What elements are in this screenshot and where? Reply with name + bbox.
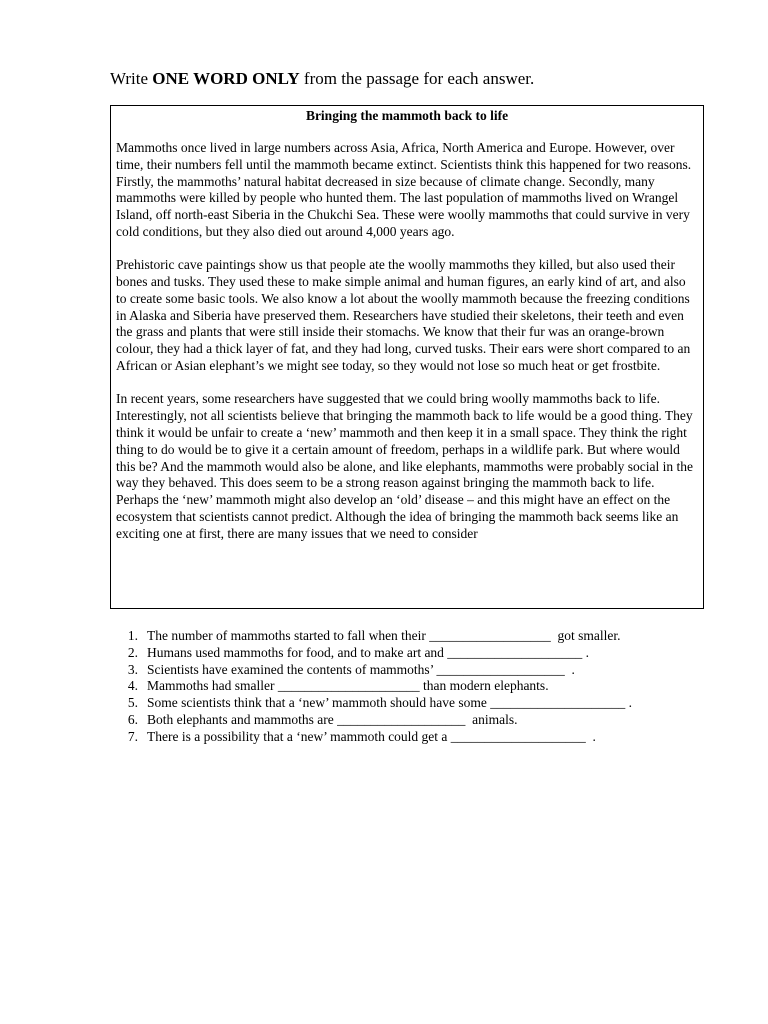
passage-paragraph-2: Prehistoric cave paintings show us that people ate the woolly mammoths they killed, but also used their bones and tusks. They used these to make simple animal and human figures, an early kind of art, and also to create some basic tools. We also know a lot about the woolly mammoth because the freezing conditions in Alaska and Siberia have preserved them. Researchers have studied their skeletons, their teeth and even the grass and plants that were still inside their stomachs. We know that their fur was an orange-brown colour, they had a thick layer of fat, and they had long, curved tusks. Their ears were short compared to an African or Asian elephant’s we might see today, so they would not lose so much heat or get frostbite.	[116, 257, 691, 374]
question-number: 2.	[127, 644, 138, 660]
instruction-suffix: from the passage for each answer.	[299, 69, 535, 88]
question-item-6	[110, 712, 720, 729]
question-number: 4.	[127, 678, 138, 694]
question-text: Mammoths had smaller _____________________ than modern elephants.	[147, 678, 549, 694]
question-text: Humans used mammoths for food, and to make art and ____________________ .	[147, 644, 590, 660]
passage-paragraph-3: In recent years, some researchers have suggested that we could bring woolly mammoths back to life. Interestingly, not all scientists believe that bringing the mammoth back to life would be a good thing. They think it would be unfair to create a ‘new’ mammoth and then keep it in a small space. They think the right thing to do would be to give it a certain amount of freedom, perhaps in a wildlife park. But where would this be? And the mammoth would also be alone, and like elephants, mammoths were probably social in the way they behaved. This does seem to be a strong reason against bringing the mammoth back to life. Perhaps the ‘new’ mammoth might also develop an ‘old’ disease – and this might have an effect on the ecosystem that scientists cannot predict. Although the idea of bringing the mammoth back seems like an exciting one at first, there are many issues that we need to consider	[116, 391, 693, 541]
instruction-prefix: Write	[110, 69, 153, 88]
passage-title: Bringing the mammoth back to life	[305, 108, 509, 123]
question-item-7	[110, 729, 720, 746]
question-item-3	[110, 662, 720, 679]
question-item-5	[110, 695, 720, 712]
question-number: 7.	[127, 728, 138, 744]
question-number: 6.	[127, 711, 138, 727]
question-number: 1.	[127, 628, 138, 643]
question-text: Both elephants and mammoths are ___________________ animals.	[147, 711, 518, 727]
instruction-emphasis: ONE WORD ONLY	[152, 69, 300, 88]
question-number: 3.	[127, 661, 138, 677]
instruction-text	[110, 68, 534, 90]
question-item-4	[110, 678, 720, 695]
passage-box	[110, 105, 704, 609]
question-item-2	[110, 645, 720, 662]
question-text: There is a possibility that a ‘new’ mammoth could get a ____________________ .	[147, 728, 596, 744]
question-list	[110, 628, 720, 746]
question-text: Scientists have examined the contents of mammoths’ ___________________ .	[147, 661, 575, 677]
question-number: 5.	[127, 695, 138, 711]
passage-paragraph-1: Mammoths once lived in large numbers across Asia, Africa, North America and Europe. However, over time, their numbers fell until the mammoth became extinct. Scientists think this happened for two reasons. Firstly, the mammoths’ natural habitat decreased in size because of climate change. Secondly, many mammoths were killed by people who hunted them. The last population of mammoths lived on Wrangel Island, off north-east Siberia in the Chukchi Sea. These were woolly mammoths that could survive in very cold conditions, but they also died out around 4,000 years ago.	[116, 140, 692, 239]
question-text: Some scientists think that a ‘new’ mammoth should have some ____________________ .	[147, 695, 632, 711]
question-item-1	[110, 628, 720, 645]
question-text: The number of mammoths started to fall when their __________________ got smaller.	[147, 628, 621, 643]
